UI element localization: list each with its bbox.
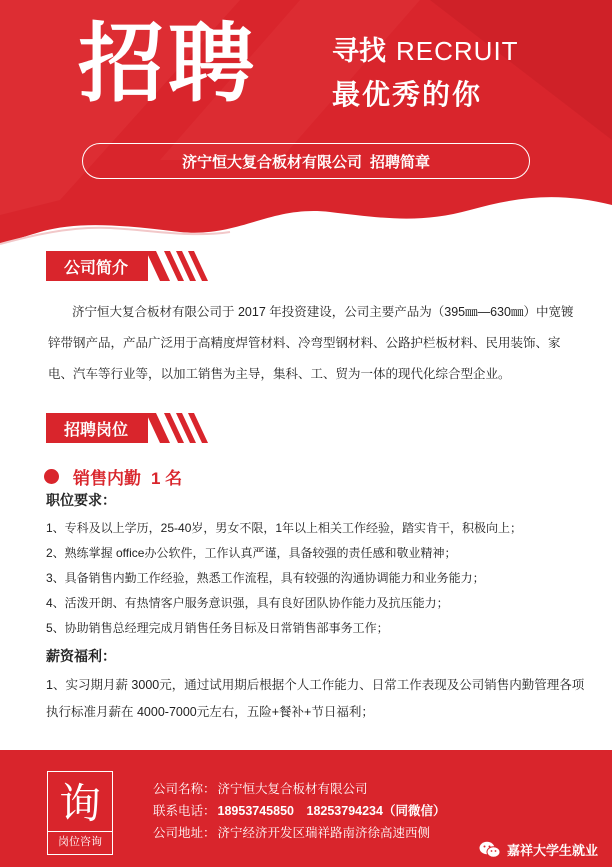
contact-company-label: 公司名称：	[153, 782, 216, 796]
requirement-item: 5、协助销售总经理完成月销售任务目标及日常销售部事务工作；	[46, 621, 389, 635]
slogan-line-2: 最优秀的你	[332, 79, 483, 110]
contact-address-label: 公司地址：	[153, 826, 216, 840]
footer-wave	[0, 749, 612, 767]
contact-phone-label: 联系电话：	[153, 804, 216, 818]
stripes-icon	[146, 251, 236, 281]
section-tag-intro	[46, 251, 196, 281]
section-tag-intro-label: 公司简介	[46, 251, 148, 281]
contact-phone-value: 18953745850 18253794234（同微信）	[217, 804, 446, 818]
pill-company: 济宁恒大复合板材有限公司	[181, 153, 362, 171]
slogan-line-1	[332, 34, 519, 68]
job-name: 销售内勤	[73, 469, 141, 488]
slogan-cn: 寻找	[332, 36, 386, 66]
requirement-item: 2、熟练掌握 office办公软件，工作认真严谨，具备较强的责任感和敬业精神；	[46, 546, 457, 560]
contact-address	[153, 825, 430, 841]
bullet-dot-icon	[44, 469, 59, 484]
contact-company	[153, 781, 368, 797]
contact-address-value: 济宁经济开发区瑞祥路南济徐高速西侧	[217, 826, 431, 840]
section-tag-jobs-label: 招聘岗位	[46, 413, 148, 443]
wechat-icon	[479, 841, 501, 859]
wechat-watermark	[479, 840, 598, 859]
company-pill	[82, 143, 530, 179]
inquiry-char: 询	[58, 779, 101, 828]
salary-text: 1、实习期月薪 3000元，通过试用期后根据个人工作能力、日常工作表现及公司销售内勤管理各项执行标准月薪在 4000-7000元左右，五险+餐补+节日福利；	[46, 678, 585, 719]
company-intro-text: 济宁恒大复合板材有限公司于 2017 年投资建设，公司主要产品为（395㎜—630㎜）中宽镀锌带钢产品，产品广泛用于高精度焊管材料、冷弯型钢材料、公路护栏板材料、民用装饰、家电、汽车等行业等，以加工销售为主导，集科、工、贸为一体的现代化综合型企业。	[48, 305, 574, 381]
pill-label: 招聘简章	[370, 153, 431, 171]
wechat-source: 嘉祥大学生就业	[506, 843, 598, 858]
stripes-icon	[146, 413, 236, 443]
requirement-item: 3、具备销售内勤工作经验，熟悉工作流程，具有较强的沟通协调能力和业务能力；	[46, 571, 485, 585]
requirement-item: 4、活泼开朗、有热情客户服务意识强，具有良好团队协作能力及抗压能力；	[46, 596, 449, 610]
job-count: 1 名	[151, 469, 183, 488]
header-banner	[0, 0, 612, 250]
job-title	[44, 464, 182, 489]
section-tag-jobs	[46, 413, 196, 443]
requirement-item: 1、专科及以上学历，25-40岁，男女不限，1年以上相关工作经验，踏实肯干，积极向上；	[46, 521, 523, 535]
requirements-heading: 职位要求：	[46, 492, 116, 508]
inquiry-box	[47, 771, 113, 855]
slogan-en: RECRUIT	[396, 36, 519, 66]
contact-company-value: 济宁恒大复合板材有限公司	[217, 782, 368, 796]
hero-title: 招聘	[78, 14, 258, 114]
salary-heading: 薪资福利：	[46, 648, 116, 664]
contact-phone	[153, 803, 445, 819]
inquiry-label: 岗位咨询	[48, 831, 112, 852]
footer-contact	[0, 750, 612, 867]
